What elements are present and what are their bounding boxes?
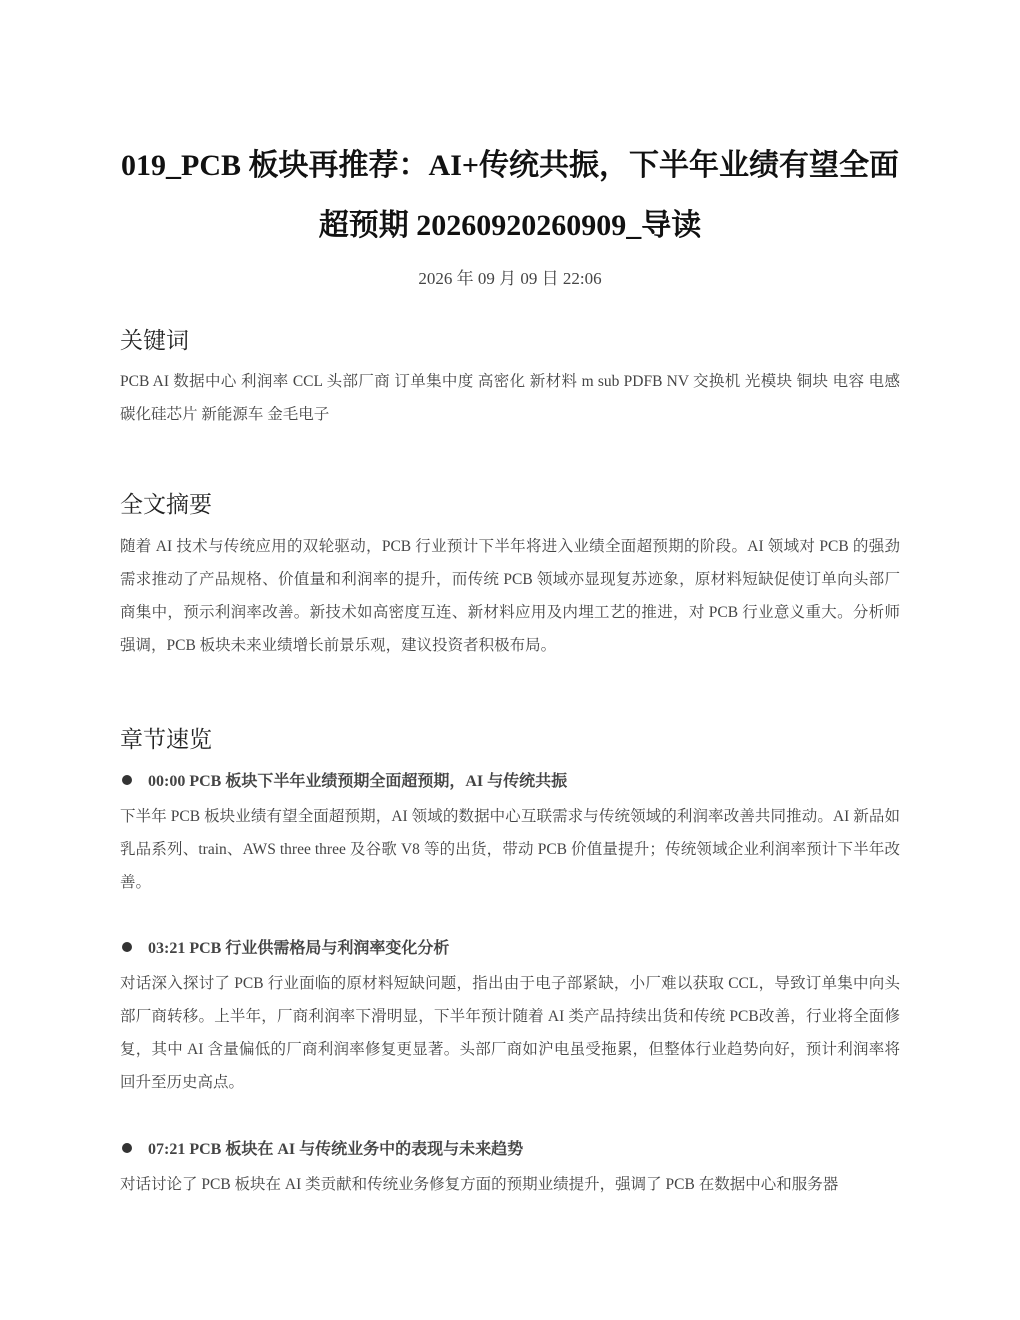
chapter-title — [120, 1137, 900, 1163]
chapter-text: 对话深入探讨了 PCB 行业面临的原材料短缺问题，指出由于电子部紧缺，小厂难以获取 CCL，导致订单集中向头部厂商转移。上半年，厂商利润率下滑明显，下半年预计随着 AI 类产品持续出货和传统 PCB改善，行业将全面修复，其中 AI 含量偏低的厂商利润率修复更显著。头部厂商如沪电虽受拖累，但整体行业趋势向好，预计利润率将回升至历史高点。 — [120, 975, 900, 1091]
chapter-title-text: 07:21 PCB 板块在 AI 与传统业务中的表现与未来趋势 — [148, 1141, 524, 1158]
keywords-text: PCB AI 数据中心 利润率 CCL 头部厂商 订单集中度 高密化 新材料 m sub PDFB NV 交换机 光模块 铜块 电容 电感 碳化硅芯片 新能源车 金毛电子 — [120, 373, 900, 423]
chapter-title — [120, 936, 900, 962]
summary-text: 随着 AI 技术与传统应用的双轮驱动，PCB 行业预计下半年将进入业绩全面超预期的阶段。AI 领域对 PCB 的强劲需求推动了产品规格、价值量和利润率的提升，而传统 PCB 领域亦显现复苏迹象，原材料短缺促使订单向头部厂商集中，预示利润率改善。新技术如高密度互连、新材料应用及内埋工艺的推进，对 PCB 行业意义重大。分析师强调，PCB 板块未来业绩增长前景乐观，建议投资者积极布局。 — [120, 538, 900, 654]
bullet-icon — [122, 1143, 132, 1153]
bullet-icon — [122, 775, 132, 785]
chapter-title — [120, 769, 900, 795]
chapter-text: 下半年 PCB 板块业绩有望全面超预期，AI 领域的数据中心互联需求与传统领域的利润率改善共同推动。AI 新品如乳品系列、train、AWS three three 及谷歌 V8 等的出货，带动 PCB 价值量提升；传统领域企业利润率预计下半年改善。 — [120, 808, 900, 891]
document-date: 2026 年 09 月 09 日 22:06 — [418, 269, 602, 288]
keywords-heading: 关键词 — [120, 328, 189, 354]
chapters-heading: 章节速览 — [120, 727, 212, 753]
chapter-title-text: 00:00 PCB 板块下半年业绩预期全面超预期，AI 与传统共振 — [148, 773, 568, 790]
chapter-title-text: 03:21 PCB 行业供需格局与利润率变化分析 — [148, 940, 450, 957]
chapter-text: 对话讨论了 PCB 板块在 AI 类贡献和传统业务修复方面的预期业绩提升，强调了 PCB 在数据中心和服务器 — [120, 1176, 839, 1193]
summary-heading: 全文摘要 — [120, 492, 212, 518]
document-title: 019_PCB 板块再推荐：AI+传统共振，下半年业绩有望全面超预期 20260920260909_导读 — [121, 149, 899, 242]
bullet-icon — [122, 942, 132, 952]
